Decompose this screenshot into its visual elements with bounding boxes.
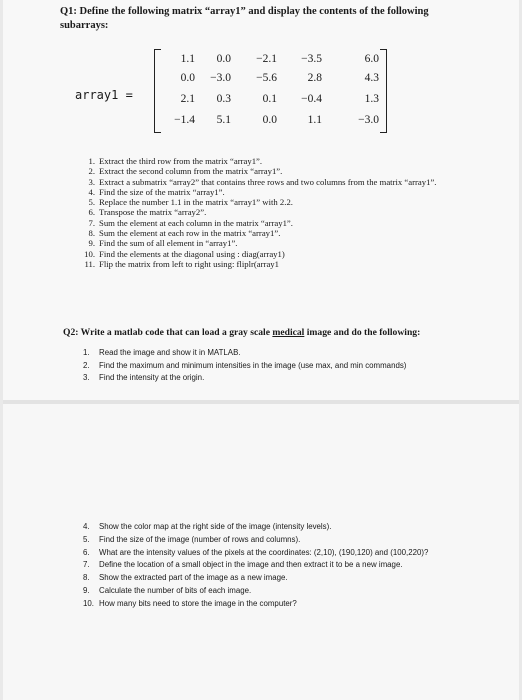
list-item bbox=[83, 372, 503, 385]
list-item-text: Read the image and show it in MATLAB. bbox=[99, 348, 241, 357]
list-item bbox=[83, 572, 503, 585]
list-item bbox=[81, 197, 501, 207]
list-item-text: Replace the number 1.1 in the matrix “array1” with 2.2. bbox=[99, 197, 293, 208]
list-item-text: Find the sum of all element in “array1”. bbox=[99, 238, 238, 249]
matrix-cell: −3.0 bbox=[210, 72, 231, 84]
list-item bbox=[83, 547, 503, 560]
matrix-row bbox=[163, 53, 385, 69]
list-item-number: 4. bbox=[83, 522, 90, 531]
list-item bbox=[81, 228, 501, 238]
page-divider bbox=[3, 400, 519, 404]
list-item-text: What are the intensity values of the pixels at the coordinates: (2,10), (190,120) and (100,220)? bbox=[99, 547, 429, 557]
matrix-row bbox=[163, 72, 385, 88]
list-item bbox=[83, 521, 503, 534]
list-item bbox=[81, 259, 501, 269]
list-item-text: Calculate the number of bits of each image. bbox=[99, 585, 252, 595]
list-item-text: Find the intensity at the origin. bbox=[99, 373, 205, 383]
matrix-left-bracket bbox=[154, 49, 161, 133]
q1-title-line2: subarrays: bbox=[60, 20, 109, 31]
list-item-text: Find the size of the image (number of rows and columns). bbox=[99, 534, 301, 544]
list-item-number: 1. bbox=[88, 156, 95, 166]
matrix-row bbox=[163, 114, 385, 130]
matrix-cell: 4.3 bbox=[364, 72, 379, 84]
q2-task-list-continued bbox=[83, 521, 503, 611]
list-item-text: Find the maximum and minimum intensities in the image (use max, and min commands) bbox=[99, 360, 407, 370]
list-item bbox=[81, 249, 501, 259]
list-item-number: 6. bbox=[88, 207, 95, 218]
list-item bbox=[81, 187, 501, 197]
list-item-number: 10. bbox=[83, 598, 94, 608]
matrix-cell: 0.3 bbox=[216, 93, 231, 105]
matrix-cell: 0.0 bbox=[180, 72, 195, 84]
q2-task-list bbox=[83, 347, 503, 385]
matrix-cell: 0.0 bbox=[262, 114, 277, 126]
list-item bbox=[83, 559, 503, 572]
matrix-row bbox=[163, 93, 385, 109]
list-item-text: Find the size of the matrix “array1”. bbox=[99, 186, 225, 197]
list-item bbox=[83, 360, 503, 373]
list-item-number: 10. bbox=[84, 248, 95, 259]
list-item bbox=[81, 218, 501, 228]
list-item-text: Extract a submatrix “array2” that contains three rows and two columns from the matrix “array1”. bbox=[99, 176, 437, 187]
matrix-cell: 1.1 bbox=[180, 53, 195, 65]
list-item-text: Sum the element at each row in the matrix “array1”. bbox=[99, 228, 281, 239]
list-item bbox=[83, 347, 503, 360]
q2-title-start: Q2: Write a matlab code that can load a gray scale bbox=[63, 327, 273, 338]
list-item-text: Flip the matrix from left to right using: fliplr(array1 bbox=[99, 258, 279, 269]
matrix-cell: 2.8 bbox=[307, 72, 322, 84]
list-item bbox=[81, 238, 501, 248]
matrix-cell: −2.1 bbox=[256, 53, 277, 65]
list-item-number: 5. bbox=[88, 197, 95, 208]
list-item-number: 8. bbox=[88, 228, 95, 239]
q2-title-end: image and do the following: bbox=[304, 327, 421, 338]
list-item-number: 9. bbox=[88, 238, 95, 249]
list-item-number: 4. bbox=[88, 186, 95, 197]
list-item-number: 5. bbox=[83, 534, 90, 544]
q1-title bbox=[60, 5, 460, 33]
matrix-cell: −1.4 bbox=[174, 114, 195, 126]
matrix-cell: 1.3 bbox=[364, 93, 379, 105]
q1-title-line1: Q1: Define the following matrix “array1” and display the contents of the following bbox=[60, 6, 429, 17]
matrix-cell: 2.1 bbox=[180, 93, 195, 105]
list-item-text: Extract the second column from the matrix “array1”. bbox=[99, 166, 283, 177]
list-item-number: 11. bbox=[84, 258, 95, 269]
list-item-number: 6. bbox=[83, 547, 90, 557]
list-item bbox=[83, 585, 503, 598]
matrix-label: array1 = bbox=[75, 88, 133, 102]
list-item-text: Show the color map at the right side of the image (intensity levels). bbox=[99, 522, 332, 531]
list-item bbox=[83, 534, 503, 547]
list-item-number: 1. bbox=[83, 348, 90, 357]
matrix-cell: 5.1 bbox=[216, 114, 231, 126]
list-item bbox=[83, 598, 503, 611]
matrix-cell: −3.0 bbox=[358, 114, 379, 126]
matrix-cell: 6.0 bbox=[364, 53, 379, 65]
list-item-text: Sum the element at each column in the matrix “array1”. bbox=[99, 217, 293, 228]
q2-title bbox=[63, 327, 503, 338]
list-item-number: 8. bbox=[83, 573, 90, 583]
matrix-cell: 1.1 bbox=[307, 114, 322, 126]
list-item-number: 2. bbox=[88, 166, 95, 177]
matrix-cell: −0.4 bbox=[301, 93, 322, 105]
list-item-number: 2. bbox=[83, 360, 90, 370]
list-item-number: 7. bbox=[88, 217, 95, 228]
list-item-number: 9. bbox=[83, 585, 90, 595]
list-item bbox=[81, 156, 501, 166]
list-item-number: 3. bbox=[88, 176, 95, 187]
list-item-text: How many bits need to store the image in the computer? bbox=[99, 598, 297, 608]
list-item bbox=[81, 166, 501, 176]
list-item-number: 3. bbox=[83, 373, 90, 383]
matrix-cell: −5.6 bbox=[256, 72, 277, 84]
list-item-text: Show the extracted part of the image as a new image. bbox=[99, 573, 288, 583]
matrix-cell: −3.5 bbox=[301, 53, 322, 65]
list-item bbox=[81, 177, 501, 187]
list-item bbox=[81, 207, 501, 217]
q2-title-underlined: medical bbox=[272, 327, 305, 338]
list-item-text: Extract the third row from the matrix “array1”. bbox=[99, 156, 263, 166]
list-item-text: Transpose the matrix “array2”. bbox=[99, 207, 207, 218]
document-page bbox=[3, 0, 519, 700]
matrix-cell: 0.1 bbox=[262, 93, 277, 105]
matrix-cell: 0.0 bbox=[216, 53, 231, 65]
list-item-text: Define the location of a small object in the image and then extract it to be a new image. bbox=[99, 560, 403, 570]
q1-task-list bbox=[81, 156, 501, 269]
list-item-text: Find the elements at the diagonal using : diag(array1) bbox=[99, 248, 285, 259]
list-item-number: 7. bbox=[83, 560, 90, 570]
